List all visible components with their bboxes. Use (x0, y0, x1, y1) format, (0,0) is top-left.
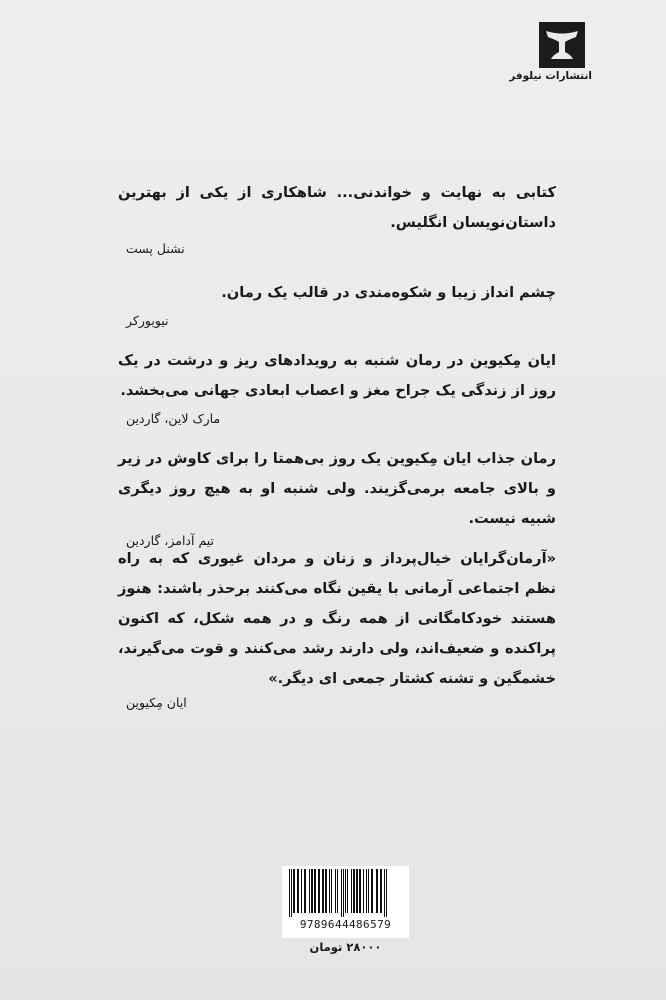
barcode-bar (309, 869, 310, 913)
barcode-bar (347, 869, 348, 913)
barcode-bar (301, 869, 302, 913)
barcode-bar (376, 869, 378, 913)
price-label: ۲۸۰۰۰ تومان (309, 940, 382, 954)
barcode-bar (351, 869, 352, 913)
quote-source: مارک لاین، گاردین (126, 411, 221, 426)
barcode-bar (322, 869, 324, 913)
quote-block (118, 444, 556, 550)
barcode-bar (366, 869, 367, 913)
quote-source: ایان مِکیوین (126, 695, 187, 710)
barcode-digits: 9789644486579 (299, 918, 392, 931)
barcode-bar (297, 869, 299, 913)
barcode-bar (289, 869, 290, 917)
barcode-bar (314, 869, 316, 913)
barcode-bar (380, 869, 382, 913)
isbn-barcode (282, 866, 409, 938)
quote-block (118, 178, 556, 258)
quote-source: نیویورکر (126, 313, 169, 328)
barcode-bar (368, 869, 369, 913)
barcode-bar (363, 869, 364, 913)
barcode-bar (384, 869, 385, 917)
barcode-bar (356, 869, 358, 913)
barcode-bar (345, 869, 346, 913)
publisher-name: انتشارات نیلوفر (509, 70, 592, 82)
barcode-bar (341, 869, 342, 917)
barcode-bar (318, 869, 320, 913)
quote-block (118, 346, 556, 428)
barcode-bar (325, 869, 327, 913)
barcode-bar (293, 869, 295, 913)
barcode-bar (291, 869, 292, 917)
barcode-bar (329, 869, 330, 913)
quote-text: ایان مِکیوین در رمان شنبه به رویدادهای ریز و درشت در یک روز از زندگی یک جراح مغز و اعصاب ابعادی جهانی می‌بخشد. (118, 352, 556, 399)
barcode-bar (353, 869, 355, 913)
quote-block (118, 544, 556, 712)
quote-source: نشنل پست (126, 241, 185, 256)
barcode-bar (343, 869, 344, 917)
barcode-bar (335, 869, 336, 913)
quote-source: تیم آدامز، گاردین (126, 533, 215, 548)
publisher-logo (509, 22, 592, 90)
barcode-bar (386, 869, 387, 917)
barcode-bars (287, 869, 404, 917)
barcode-bar (304, 869, 306, 913)
quote-text: چشم انداز زیبا و شکوه‌مندی در قالب یک رمان. (221, 284, 556, 301)
barcode-bar (337, 869, 338, 913)
barcode-bar (311, 869, 313, 913)
quote-text: کتابی به نهایت و خواندنی... شاهکاری از یکی از بهترین داستان‌نویسان انگلیس. (118, 184, 556, 231)
quote-text: «آرمان‌گرایان خیال‌پرداز و زنان و مردان غیوری که به راه نظم اجتماعی آرمانی با یقین نگاه می‌کنند برحذر باشند: هنوز هستند خودکامگانی از همه رنگ و در همه شکل، که اکنون پراکنده و ضعیف‌اند، ولی دارند رشد می‌کنند و قوت می‌گیرند، خشمگین و تشنه کشتار جمعی ای دیگر.» (118, 550, 556, 687)
quote-text: رمان جذاب ایان مِکیوین یک روز بی‌همتا را برای کاوش در زیر و بالای جامعه برمی‌گزیند. ولی شنبه او به هیچ روز دیگری شبیه نیست. (118, 450, 556, 527)
publisher-emblem-icon (539, 22, 585, 68)
barcode-bar (371, 869, 373, 913)
barcode-bar (331, 869, 332, 913)
quote-block (118, 278, 556, 330)
barcode-bar (359, 869, 361, 913)
